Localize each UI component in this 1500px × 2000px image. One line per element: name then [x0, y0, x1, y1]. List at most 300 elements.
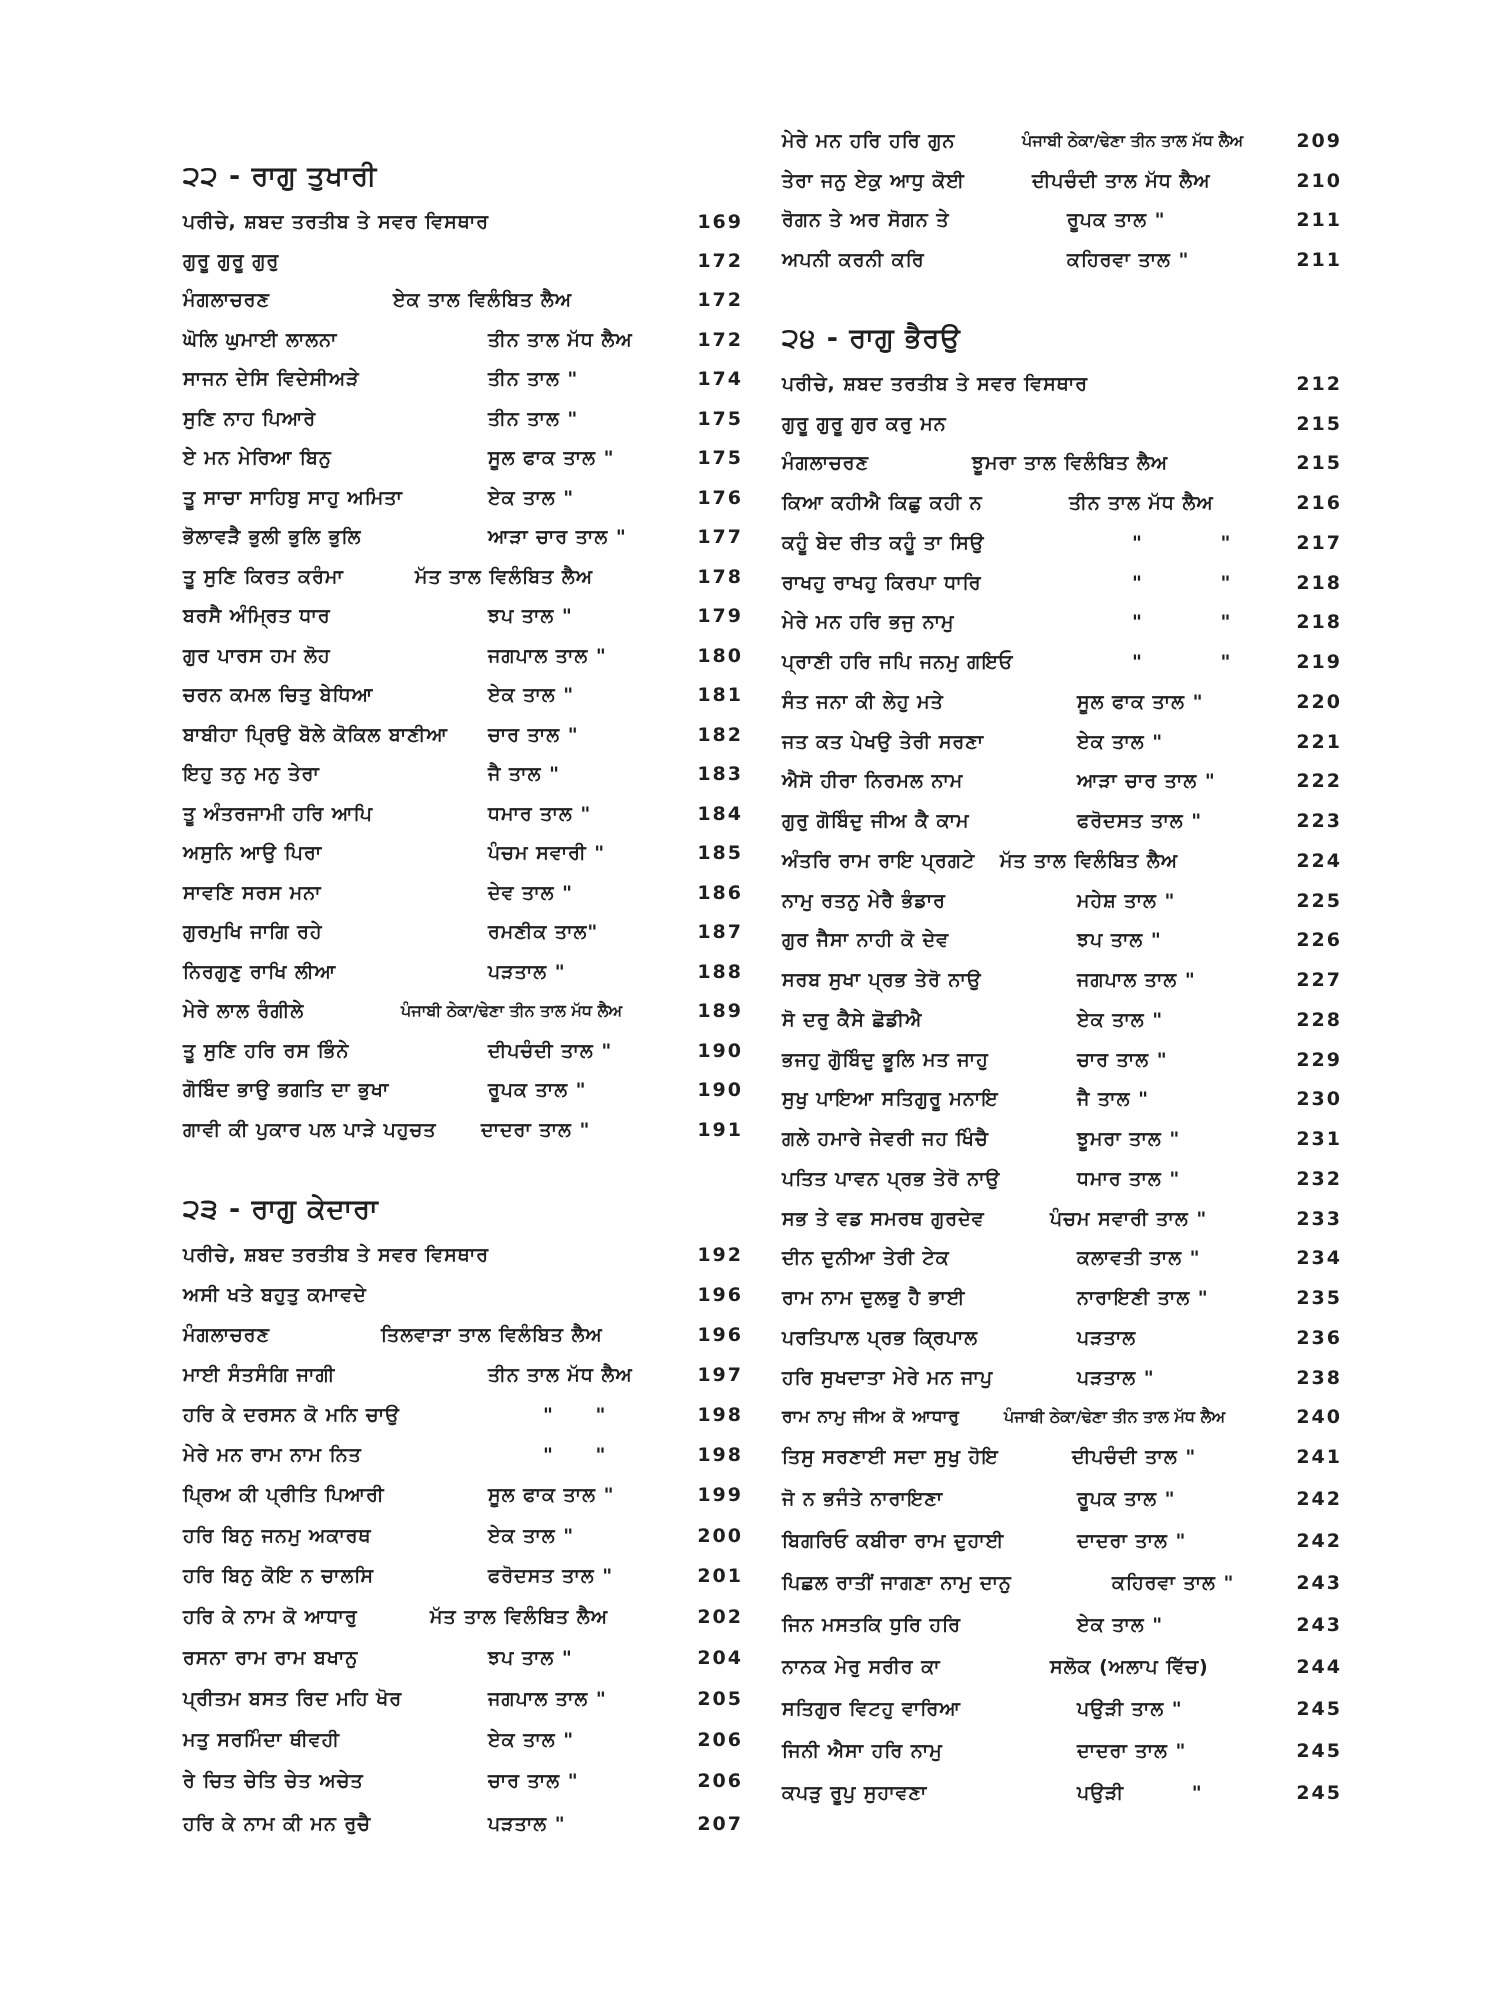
- entry-taal: ਪੜਤਾਲ ": [488, 961, 566, 983]
- entry-taal: ਮਹੇਸ਼ ਤਾਲ ": [1077, 890, 1176, 912]
- entry-title: ਸਾਜਨ ਦੇਸਿ ਵਿਦੇਸੀਅੜੇ: [183, 368, 360, 390]
- toc-entry: [782, 1735, 1342, 1767]
- entry-page: 186: [697, 882, 743, 904]
- toc-entry: [782, 125, 1342, 157]
- toc-entry: [183, 1683, 743, 1715]
- entry-taal: ਪੰਚਮ ਸਵਾਰੀ ਤਾਲ ": [1050, 1208, 1208, 1230]
- entry-page: 244: [1296, 1656, 1342, 1678]
- toc-entry: [782, 1004, 1342, 1036]
- entry-page: 206: [697, 1729, 743, 1751]
- entry-taal: ਏਕ ਤਾਲ ": [488, 487, 575, 509]
- entry-page: 175: [697, 447, 743, 469]
- entry-title: ਜੋ ਨ ਭਜੰਤੇ ਨਾਰਾਇਣਾ: [782, 1488, 944, 1510]
- entry-title: ਗੁਰੂ ਗੁਰੂ ਗੁਰ ਕਰੁ ਮਨ: [782, 413, 947, 435]
- toc-entry: [183, 837, 743, 869]
- toc-entry: [782, 1083, 1342, 1115]
- entry-title: ਸੰਤ ਜਨਾ ਕੀ ਲੇਹੁ ਮਤੇ: [782, 691, 944, 713]
- toc-entry: [782, 646, 1342, 678]
- toc-entry: [183, 1520, 743, 1552]
- toc-entry: [183, 1479, 743, 1511]
- toc-entry: [183, 877, 743, 909]
- toc-entry: [183, 1560, 743, 1592]
- entry-taal: " ": [1132, 651, 1232, 673]
- entry-page: 215: [1296, 413, 1342, 435]
- toc-entry: [782, 765, 1342, 797]
- toc-entry: [782, 447, 1342, 479]
- toc-entry: [183, 1724, 743, 1756]
- entry-taal: ਨਾਰਾਇਣੀ ਤਾਲ ": [1077, 1287, 1209, 1309]
- toc-entry: [183, 245, 743, 277]
- entry-page: 206: [697, 1770, 743, 1792]
- toc-entry: [782, 1441, 1342, 1473]
- entry-title: ਰੋਗਨ ਤੇ ਅਰ ਸੋਗਨ ਤੇ: [782, 209, 950, 231]
- entry-title: ਮੇਰੇ ਮਨ ਹਰਿ ਹਰਿ ਗੁਨ: [782, 130, 956, 152]
- entry-page: 209: [1296, 130, 1342, 152]
- entry-taal: " ": [543, 1404, 607, 1426]
- toc-entry: [183, 1808, 743, 1840]
- entry-title: ਪਤਿਤ ਪਾਵਨ ਪ੍ਰਭ ਤੇਰੋ ਨਾਉ: [782, 1168, 1001, 1190]
- toc-entry: [782, 244, 1342, 276]
- entry-page: 179: [697, 605, 743, 627]
- toc-entry: [183, 719, 743, 751]
- entry-taal: ਧਮਾਰ ਤਾਲ ": [488, 803, 592, 825]
- entry-page: 187: [697, 921, 743, 943]
- entry-page: 245: [1296, 1698, 1342, 1720]
- entry-taal: ਜੈ ਤਾਲ ": [488, 763, 560, 785]
- entry-title: ਗੁਰਮੁਖਿ ਜਾਗਿ ਰਹੇ: [183, 921, 323, 943]
- toc-entry: [782, 1401, 1342, 1433]
- entry-title: ਕਪੜੁ ਰੂਪੁ ਸੁਹਾਵਣਾ: [782, 1782, 928, 1804]
- toc-entry: [183, 995, 743, 1027]
- entry-taal: ਤੀਨ ਤਾਲ ਮੱਧ ਲੈਅ: [488, 1364, 633, 1386]
- entry-taal: ਝੂਮਰਾ ਤਾਲ ਵਿਲੰਬਿਤ ਲੈਅ: [972, 452, 1169, 474]
- entry-title: ਤੂ ਸੁਣਿ ਹਰਿ ਰਸ ਭਿੰਨੇ: [183, 1040, 350, 1062]
- entry-title: ਰਾਮ ਨਾਮ ਦੁਲਭੁ ਹੈ ਭਾਈ: [782, 1287, 966, 1309]
- entry-page: 180: [697, 645, 743, 667]
- entry-taal: ਦੀਪਚੰਦੀ ਤਾਲ ": [488, 1040, 613, 1062]
- toc-entry: [183, 1279, 743, 1311]
- entry-page: 176: [697, 487, 743, 509]
- entry-page: 182: [697, 724, 743, 746]
- entry-page: 216: [1296, 492, 1342, 514]
- section-heading-22: ੨੨ - ਰਾਗੁ ਤੁਖਾਰੀ: [183, 161, 378, 192]
- entry-page: 243: [1296, 1614, 1342, 1636]
- entry-page: 178: [697, 566, 743, 588]
- entry-title: ਗੁਰੁ ਗੋਬਿੰਦੁ ਜੀਅ ਕੈ ਕਾਮ: [782, 810, 970, 832]
- entry-title: ਤੂ ਸੁਣਿ ਕਿਰਤ ਕਰੰਮਾ: [183, 566, 344, 588]
- entry-page: 211: [1296, 209, 1342, 231]
- toc-entry: [183, 679, 743, 711]
- entry-title: ਦੀਨ ਦੁਨੀਆ ਤੇਰੀ ਟੇਕ: [782, 1247, 950, 1269]
- entry-page: 227: [1296, 969, 1342, 991]
- toc-entry: [183, 363, 743, 395]
- entry-title: ਗੁਰ ਪਾਰਸ ਹਮ ਲੋਹ: [183, 645, 331, 667]
- entry-taal: ਏਕ ਤਾਲ ": [488, 1729, 575, 1751]
- entry-page: 185: [697, 842, 743, 864]
- toc-entry: [782, 845, 1342, 877]
- entry-page: 219: [1296, 651, 1342, 673]
- toc-entry: [183, 442, 743, 474]
- entry-title: ਘੋਲਿ ਘੁਮਾਈ ਲਾਲਨਾ: [183, 329, 338, 351]
- toc-entry: [782, 1567, 1342, 1599]
- entry-taal: ਝਪ ਤਾਲ ": [488, 605, 573, 627]
- entry-title: ਤੂ ਅੰਤਰਜਾਮੀ ਹਰਿ ਆਪਿ: [183, 803, 373, 825]
- entry-taal: ਸਲੋਕ (ਅਲਾਪ ਵਿੱਚ): [1050, 1656, 1209, 1678]
- entry-title: ਮੰਗਲਾਚਰਣ: [782, 452, 869, 474]
- entry-page: 243: [1296, 1572, 1342, 1594]
- entry-page: 210: [1296, 170, 1342, 192]
- toc-entry: [782, 1609, 1342, 1641]
- entry-page: 183: [697, 763, 743, 785]
- toc-entry: [183, 561, 743, 593]
- toc-entry: [183, 1074, 743, 1106]
- entry-page: 192: [697, 1244, 743, 1266]
- entry-taal: ਪੜਤਾਲ ": [488, 1813, 566, 1835]
- toc-entry: [183, 1114, 743, 1146]
- entry-page: 218: [1296, 572, 1342, 594]
- entry-taal: ਤਿਲਵਾੜਾ ਤਾਲ ਵਿਲੰਬਿਤ ਲੈਅ: [381, 1324, 603, 1346]
- entry-taal: ਮੱਤ ਤਾਲ ਵਿਲੰਬਿਤ ਲੈਅ: [430, 1606, 609, 1628]
- entry-title: ਬਰਸੈ ਅੰਮ੍ਰਿਤ ਧਾਰ: [183, 605, 331, 627]
- entry-title: ਏ ਮਨ ਮੇਰਿਆ ਬਿਨੁ: [183, 447, 332, 469]
- toc-entry: [183, 206, 743, 238]
- entry-title: ਗਾਵੀ ਕੀ ਪੁਕਾਰ ਪਲ ਪਾੜੇ ਪਹੁਚਤ: [183, 1119, 437, 1141]
- entry-taal: ਰਮਣੀਕ ਤਾਲ": [488, 921, 599, 943]
- entry-taal: ਏਕ ਤਾਲ ": [1077, 1009, 1164, 1031]
- entry-taal: ਫਰੋਦਸਤ ਤਾਲ ": [1077, 810, 1203, 832]
- entry-taal: ਪੜਤਾਲ ": [1077, 1367, 1155, 1389]
- toc-entry: [183, 1399, 743, 1431]
- entry-page: 191: [697, 1119, 743, 1141]
- entry-title: ਨਾਨਕ ਮੇਰੁ ਸਰੀਰ ਕਾ: [782, 1656, 941, 1678]
- entry-taal: ਪੜਤਾਲ: [1077, 1327, 1137, 1349]
- entry-taal: ਮੱਤ ਤਾਲ ਵਿਲੰਬਿਤ ਲੈਅ: [1000, 850, 1179, 872]
- entry-taal: ਸੂਲ ਫਾਕ ਤਾਲ ": [1077, 691, 1204, 713]
- toc-entry: [782, 1362, 1342, 1394]
- toc-entry: [782, 408, 1342, 440]
- entry-page: 245: [1296, 1782, 1342, 1804]
- entry-page: 233: [1296, 1208, 1342, 1230]
- entry-taal: ਫਰੋਦਸਤ ਤਾਲ ": [488, 1565, 614, 1587]
- entry-page: 230: [1296, 1088, 1342, 1110]
- toc-entry: [782, 204, 1342, 236]
- toc-entry: [782, 1483, 1342, 1515]
- entry-page: 207: [697, 1813, 743, 1835]
- entry-title: ਅਸੁਨਿ ਆਉ ਪਿਰਾ: [183, 842, 323, 864]
- entry-title: ਪਰੀਚੇ, ਸ਼ਬਦ ਤਰਤੀਬ ਤੇ ਸਵਰ ਵਿਸਥਾਰ: [782, 373, 1089, 395]
- entry-taal: ਝਪ ਤਾਲ ": [1077, 929, 1162, 951]
- entry-page: 205: [697, 1688, 743, 1710]
- entry-page: 226: [1296, 929, 1342, 951]
- entry-page: 231: [1296, 1128, 1342, 1150]
- entry-title: ਭੋਲਾਵੜੈ ਭੁਲੀ ਭੁਲਿ ਭੁਲਿ: [183, 526, 362, 548]
- entry-taal: ਦੇਵ ਤਾਲ ": [488, 882, 574, 904]
- entry-title: ਸਰਬ ਸੁਖਾ ਪ੍ਰਭ ਤੇਰੋ ਨਾਉ: [782, 969, 982, 991]
- entry-taal: ਰੂਪਕ ਤਾਲ ": [488, 1079, 587, 1101]
- entry-title: ਮੇਰੇ ਮਨ ਹਰਿ ਭਜੁ ਨਾਮੁ: [782, 611, 955, 633]
- entry-taal: ਰੂਪਕ ਤਾਲ ": [1067, 209, 1166, 231]
- toc-entry: [782, 368, 1342, 400]
- entry-title: ਨਿਰਗੁਣੁ ਰਾਖਿ ਲੀਆ: [183, 961, 337, 983]
- entry-title: ਜਿਨੀ ਐਸਾ ਹਰਿ ਨਾਮੁ: [782, 1740, 943, 1762]
- toc-entry: [782, 924, 1342, 956]
- entry-taal: ਦਾਦਰਾ ਤਾਲ ": [1077, 1740, 1187, 1762]
- entry-title: ਜਤ ਕਤ ਪੇਖਉ ਤੇਰੀ ਸਰਣਾ: [782, 731, 985, 753]
- entry-taal: ਆੜਾ ਚਾਰ ਤਾਲ ": [488, 526, 627, 548]
- toc-entry: [782, 726, 1342, 758]
- entry-page: 204: [697, 1647, 743, 1669]
- toc-entry: [782, 1693, 1342, 1725]
- entry-page: 232: [1296, 1168, 1342, 1190]
- entry-title: ਪ੍ਰੀਤਮ ਬਸਤ ਰਿਦ ਮਹਿ ਖੋਰ: [183, 1688, 403, 1710]
- entry-title: ਐਸੋ ਹੀਰਾ ਨਿਰਮਲ ਨਾਮ: [782, 770, 964, 792]
- entry-taal: ਪੰਜਾਬੀ ਠੇਕਾ/ਢੇਣਾ ਤੀਨ ਤਾਲ ਮੱਧ ਲੈਅ: [1004, 1407, 1226, 1426]
- entry-title: ਮੇਰੇ ਲਾਲ ਰੰਗੀਲੇ: [183, 1000, 305, 1022]
- entry-title: ਪਰੀਚੇ, ਸ਼ਬਦ ਤਰਤੀਬ ਤੇ ਸਵਰ ਵਿਸਥਾਰ: [183, 211, 490, 233]
- entry-taal: " ": [1132, 611, 1232, 633]
- entry-page: 200: [697, 1525, 743, 1547]
- entry-title: ਕਹੂੰ ਬੇਦ ਰੀਤ ਕਹੂੰ ਤਾ ਸਿਉ: [782, 532, 985, 554]
- entry-taal: ਏਕ ਤਾਲ ": [1077, 731, 1164, 753]
- toc-entry: [782, 805, 1342, 837]
- toc-entry: [782, 885, 1342, 917]
- entry-taal: ਏਕ ਤਾਲ ": [488, 684, 575, 706]
- entry-title: ਰਾਖਹੁ ਰਾਖਹੁ ਕਿਰਪਾ ਧਾਰਿ: [782, 572, 982, 594]
- entry-page: 188: [697, 961, 743, 983]
- toc-entry: [183, 1601, 743, 1633]
- toc-entry: [782, 964, 1342, 996]
- entry-taal: ਪੰਚਮ ਸਵਾਰੀ ": [488, 842, 606, 864]
- entry-title: ਬਾਬੀਹਾ ਪ੍ਰਿਉ ਬੋਲੇ ਕੋਕਿਲ ਬਾਣੀਆ: [183, 724, 448, 746]
- entry-title: ਰੇ ਚਿਤ ਚੇਤਿ ਚੇਤ ਅਚੇਤ: [183, 1770, 364, 1792]
- entry-taal: ਏਕ ਤਾਲ ": [488, 1525, 575, 1547]
- toc-entry: [183, 1359, 743, 1391]
- entry-page: 229: [1296, 1049, 1342, 1071]
- entry-taal: ਪਉੜੀ ": [1077, 1782, 1203, 1804]
- entry-title: ਗੁਰ ਜੈਸਾ ਨਾਹੀ ਕੋ ਦੇਵ: [782, 929, 950, 951]
- entry-page: 242: [1296, 1488, 1342, 1510]
- toc-entry: [183, 956, 743, 988]
- entry-page: 241: [1296, 1446, 1342, 1468]
- entry-page: 202: [697, 1606, 743, 1628]
- entry-taal: ਪੰਜਾਬੀ ਠੇਕਾ/ਢੇਣਾ ਤੀਨ ਤਾਲ ਮੱਧ ਲੈਅ: [1022, 131, 1244, 150]
- toc-entry: [782, 686, 1342, 718]
- entry-title: ਸਭ ਤੇ ਵਡ ਸਮਰਥ ਗੁਰਦੇਵ: [782, 1208, 985, 1230]
- entry-taal: " ": [1132, 532, 1232, 554]
- toc-entry: [782, 567, 1342, 599]
- toc-entry: [183, 284, 743, 316]
- toc-entry: [183, 1239, 743, 1271]
- entry-taal: ਦਾਦਰਾ ਤਾਲ ": [1077, 1530, 1187, 1552]
- entry-title: ਕਿਆ ਕਹੀਐ ਕਿਛੁ ਕਹੀ ਨ: [782, 492, 983, 514]
- entry-page: 197: [697, 1364, 743, 1386]
- entry-page: 224: [1296, 850, 1342, 872]
- toc-entry: [782, 1044, 1342, 1076]
- entry-taal: ਕਹਿਰਵਾ ਤਾਲ ": [1112, 1572, 1235, 1594]
- toc-entry: [183, 403, 743, 435]
- entry-taal: ਮੱਤ ਤਾਲ ਵਿਲੰਬਿਤ ਲੈਅ: [415, 566, 594, 588]
- entry-page: 240: [1296, 1406, 1342, 1428]
- entry-taal: ਚਾਰ ਤਾਲ ": [488, 724, 579, 746]
- entry-title: ਪ੍ਰਿਅ ਕੀ ਪ੍ਰੀਤਿ ਪਿਆਰੀ: [183, 1484, 385, 1506]
- entry-title: ਪਰੀਚੇ, ਸ਼ਬਦ ਤਰਤੀਬ ਤੇ ਸਵਰ ਵਿਸਥਾਰ: [183, 1244, 490, 1266]
- entry-page: 225: [1296, 890, 1342, 912]
- entry-page: 201: [697, 1565, 743, 1587]
- entry-title: ਮੇਰੇ ਮਨ ਰਾਮ ਨਾਮ ਨਿਤ: [183, 1444, 362, 1466]
- entry-page: 177: [697, 526, 743, 548]
- toc-entry: [183, 758, 743, 790]
- entry-title: ਜਿਨ ਮਸਤਕਿ ਧੁਰਿ ਹਰਿ: [782, 1614, 962, 1636]
- entry-taal: " ": [543, 1444, 607, 1466]
- entry-page: 242: [1296, 1530, 1342, 1552]
- toc-entry: [782, 1203, 1342, 1235]
- toc-entry: [782, 527, 1342, 559]
- entry-title: ਅਸੀ ਖਤੇ ਬਹੁਤੁ ਕਮਾਵਦੇ: [183, 1284, 367, 1306]
- entry-page: 172: [697, 329, 743, 351]
- entry-page: 190: [697, 1040, 743, 1062]
- entry-title: ਅੰਤਰਿ ਰਾਮ ਰਾਇ ਪ੍ਰਗਟੇ: [782, 850, 976, 872]
- entry-title: ਪ੍ਰਾਣੀ ਹਰਿ ਜਪਿ ਜਨਮੁ ਗਇਓ: [782, 651, 1014, 673]
- toc-entry: [183, 1765, 743, 1797]
- entry-title: ਬਿਗਰਿਓ ਕਬੀਰਾ ਰਾਮ ਦੁਹਾਈ: [782, 1530, 1005, 1552]
- entry-taal: ਏਕ ਤਾਲ ": [1077, 1614, 1164, 1636]
- entry-title: ਪਰਤਿਪਾਲ ਪ੍ਰਭ ਕ੍ਰਿਪਾਲ: [782, 1327, 979, 1349]
- entry-taal: ਕਹਿਰਵਾ ਤਾਲ ": [1067, 249, 1190, 271]
- toc-entry: [183, 1035, 743, 1067]
- entry-page: 184: [697, 803, 743, 825]
- entry-title: ਮਤੁ ਸਰਮਿੰਦਾ ਥੀਵਹੀ: [183, 1729, 341, 1751]
- entry-title: ਗੁਰੂ ਗੁਰੂ ਗੁਰੁ: [183, 250, 280, 272]
- entry-taal: ਜਗਪਾਲ ਤਾਲ ": [1077, 969, 1196, 991]
- toc-entry: [183, 1319, 743, 1351]
- entry-title: ਸੋ ਦਰੁ ਕੈਸੇ ਛੋਡੀਐ: [782, 1009, 923, 1031]
- entry-taal: ਧਮਾਰ ਤਾਲ ": [1077, 1168, 1181, 1190]
- toc-entry: [782, 606, 1342, 638]
- toc-entry: [183, 324, 743, 356]
- toc-entry: [183, 1439, 743, 1471]
- entry-page: 223: [1296, 810, 1342, 832]
- toc-entry: [782, 165, 1342, 197]
- entry-taal: ਝਪ ਤਾਲ ": [488, 1647, 573, 1669]
- entry-page: 221: [1296, 731, 1342, 753]
- entry-page: 199: [697, 1484, 743, 1506]
- entry-page: 198: [697, 1444, 743, 1466]
- entry-taal: " ": [1132, 572, 1232, 594]
- entry-page: 175: [697, 408, 743, 430]
- entry-page: 217: [1296, 532, 1342, 554]
- entry-taal: ਚਾਰ ਤਾਲ ": [1077, 1049, 1168, 1071]
- section-heading-23: ੨੩ - ਰਾਗੁ ਕੇਦਾਰਾ: [183, 1194, 379, 1225]
- toc-entry: [183, 798, 743, 830]
- entry-title: ਤਿਸੁ ਸਰਣਾਈ ਸਦਾ ਸੁਖੁ ਹੋਇ: [782, 1446, 999, 1468]
- entry-title: ਹਰਿ ਬਿਨੁ ਕੋਇ ਨ ਚਾਲਸਿ: [183, 1565, 375, 1587]
- entry-page: 174: [697, 368, 743, 390]
- entry-title: ਹਰਿ ਕੇ ਨਾਮ ਕੋ ਆਧਾਰੁ: [183, 1606, 358, 1628]
- entry-page: 211: [1296, 249, 1342, 271]
- entry-title: ਚਰਨ ਕਮਲ ਚਿਤੁ ਬੇਧਿਆ: [183, 684, 374, 706]
- toc-entry: [782, 1282, 1342, 1314]
- entry-page: 220: [1296, 691, 1342, 713]
- toc-entry: [183, 1642, 743, 1674]
- entry-taal: ਆੜਾ ਚਾਰ ਤਾਲ ": [1077, 770, 1216, 792]
- entry-page: 196: [697, 1284, 743, 1306]
- toc-entry: [782, 1777, 1342, 1809]
- entry-taal: ਤੀਨ ਤਾਲ ਮੱਧ ਲੈਅ: [488, 329, 633, 351]
- entry-taal: ਸੂਲ ਫਾਕ ਤਾਲ ": [488, 1484, 615, 1506]
- entry-taal: ਝੂਮਰਾ ਤਾਲ ": [1077, 1128, 1181, 1150]
- entry-page: 218: [1296, 611, 1342, 633]
- entry-taal: ਦੀਪਚੰਦੀ ਤਾਲ ": [1072, 1446, 1197, 1468]
- toc-entry: [782, 1525, 1342, 1557]
- toc-entry: [183, 482, 743, 514]
- entry-page: 190: [697, 1079, 743, 1101]
- toc-entry: [782, 1322, 1342, 1354]
- entry-page: 222: [1296, 770, 1342, 792]
- entry-taal: ਚਾਰ ਤਾਲ ": [488, 1770, 579, 1792]
- entry-title: ਪਿਛਲ ਰਾਤੀਂ ਜਾਗਣਾ ਨਾਮੁ ਦਾਨੁ: [782, 1572, 1012, 1594]
- entry-taal: ਤੀਨ ਤਾਲ ਮੱਧ ਲੈਅ: [1069, 492, 1214, 514]
- entry-title: ਗਲੇ ਹਮਾਰੇ ਜੇਵਰੀ ਜਹ ਖਿੰਚੈ: [782, 1128, 989, 1150]
- toc-entry: [782, 1123, 1342, 1155]
- entry-taal: ਪੰਜਾਬੀ ਠੇਕਾ/ਢੇਣਾ ਤੀਨ ਤਾਲ ਮੱਧ ਲੈਅ: [401, 1001, 623, 1020]
- entry-taal: ਜਗਪਾਲ ਤਾਲ ": [488, 1688, 607, 1710]
- entry-page: 235: [1296, 1287, 1342, 1309]
- entry-page: 245: [1296, 1740, 1342, 1762]
- entry-taal: ਤੀਨ ਤਾਲ ": [488, 368, 579, 390]
- toc-entry: [782, 1651, 1342, 1683]
- entry-taal: ਜਗਪਾਲ ਤਾਲ ": [488, 645, 607, 667]
- entry-page: 169: [697, 211, 743, 233]
- entry-taal: ਤੀਨ ਤਾਲ ": [488, 408, 579, 430]
- entry-title: ਮੰਗਲਾਚਰਣ: [183, 289, 270, 311]
- toc-entry: [183, 640, 743, 672]
- entry-title: ਮਾਈ ਸੰਤਸੰਗਿ ਜਾਗੀ: [183, 1364, 336, 1386]
- entry-title: ਰਸਨਾ ਰਾਮ ਰਾਮ ਬਖਾਨੁ: [183, 1647, 359, 1669]
- entry-title: ਅਪਨੀ ਕਰਨੀ ਕਰਿ: [782, 249, 925, 271]
- toc-entry: [183, 916, 743, 948]
- toc-entry: [183, 521, 743, 553]
- entry-title: ਤੇਰਾ ਜਨੁ ਏਕੁ ਆਧੁ ਕੋਈ: [782, 170, 965, 192]
- entry-page: 228: [1296, 1009, 1342, 1031]
- entry-page: 238: [1296, 1367, 1342, 1389]
- entry-title: ਮੰਗਲਾਚਰਣ: [183, 1324, 270, 1346]
- entry-page: 189: [697, 1000, 743, 1022]
- entry-title: ਗੋਬਿੰਦ ਭਾਉ ਭਗਤਿ ਦਾ ਭੁਖਾ: [183, 1079, 390, 1101]
- entry-title: ਹਰਿ ਕੇ ਨਾਮ ਕੀ ਮਨ ਰੁਚੈ: [183, 1813, 372, 1835]
- entry-taal: ਜੈ ਤਾਲ ": [1077, 1088, 1149, 1110]
- entry-title: ਸੁਣਿ ਨਾਹ ਪਿਆਰੇ: [183, 408, 317, 430]
- entry-page: 236: [1296, 1327, 1342, 1349]
- entry-taal: ਕਲਾਵਤੀ ਤਾਲ ": [1077, 1247, 1201, 1269]
- entry-taal: ਦਾਦਰਾ ਤਾਲ ": [481, 1119, 591, 1141]
- entry-title: ਨਾਮੁ ਰਤਨੁ ਮੇਰੈ ਭੰਡਾਰ: [782, 890, 946, 912]
- entry-page: 172: [697, 289, 743, 311]
- entry-title: ਸਾਵਣਿ ਸਰਸ ਮਨਾ: [183, 882, 322, 904]
- toc-entry: [782, 1242, 1342, 1274]
- entry-page: 215: [1296, 452, 1342, 474]
- entry-title: ਸਤਿਗੁਰ ਵਿਟਹੁ ਵਾਰਿਆ: [782, 1698, 961, 1720]
- entry-page: 181: [697, 684, 743, 706]
- entry-taal: ਪਉੜੀ ਤਾਲ ": [1077, 1698, 1183, 1720]
- toc-entry: [782, 1163, 1342, 1195]
- entry-title: ਹਰਿ ਕੇ ਦਰਸਨ ਕੋ ਮਨਿ ਚਾਉ: [183, 1404, 400, 1426]
- entry-title: ਭਜਹੁ ਗੋੁਬਿੰਦੁ ਭੂਲਿ ਮਤ ਜਾਹੁ: [782, 1049, 989, 1071]
- entry-page: 198: [697, 1404, 743, 1426]
- entry-taal: ਏਕ ਤਾਲ ਵਿਲੰਬਿਤ ਲੈਅ: [393, 289, 573, 311]
- entry-title: ਤੂ ਸਾਚਾ ਸਾਹਿਬੁ ਸਾਹੁ ਅਮਿਤਾ: [183, 487, 403, 509]
- entry-title: ਹਰਿ ਬਿਨੁ ਜਨਮੁ ਅਕਾਰਥ: [183, 1525, 372, 1547]
- entry-title: ਹਰਿ ਸੁਖਦਾਤਾ ਮੇਰੇ ਮਨ ਜਾਪੁ: [782, 1367, 994, 1389]
